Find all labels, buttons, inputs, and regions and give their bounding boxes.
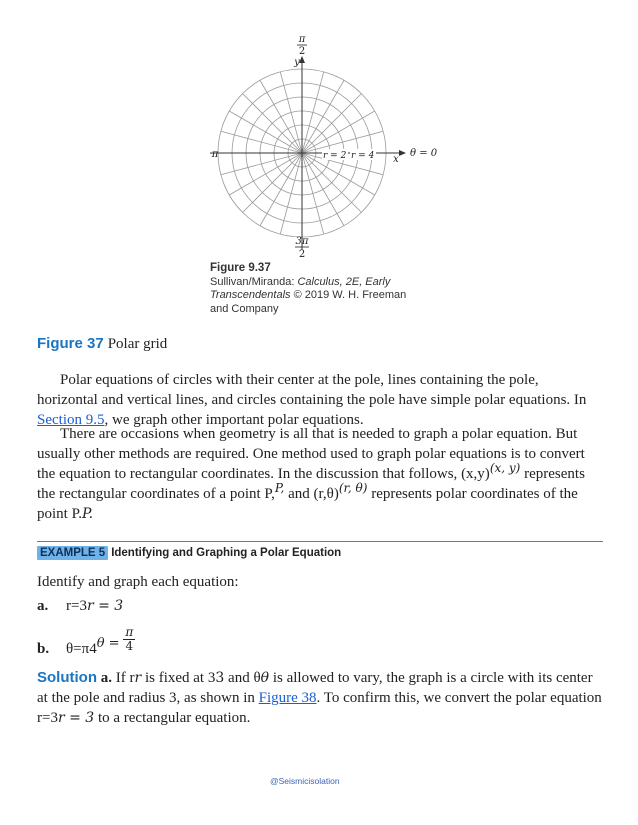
credit-line-1-pre: Sullivan/Miranda: (210, 275, 298, 288)
fraction-numerator: π (125, 625, 134, 639)
credit-line-1-title: Calculus, 2E, Early (297, 275, 391, 288)
theta-plain: θ (253, 670, 261, 686)
label-3pi-over-2-num: 3π (295, 236, 309, 247)
rtheta-plain: (r,θ) (313, 486, 339, 502)
p1-plain: P, (264, 486, 275, 502)
label-pi-over-2-den: 2 (298, 46, 306, 57)
rtheta-math: (r, θ) (338, 481, 368, 495)
example-title: Identifying and Graphing a Polar Equation (111, 547, 342, 559)
theta-math: θ (260, 670, 270, 686)
label-pi-over-2-num: π (298, 34, 306, 45)
paragraph-1-text-b: , we graph other important polar equations. (104, 412, 364, 428)
example-divider (37, 541, 603, 542)
figure-caption-text: Polar grid (107, 336, 168, 352)
item-b-math-lhs: θ = (96, 635, 120, 651)
solution-part: a. (100, 670, 112, 686)
credit-line-2-rest: © 2019 W. H. Freeman (290, 289, 407, 301)
solution-text-d: is allowed to vary, the graph is a circle with its center at the pole and radius 3, as shown in (37, 670, 593, 706)
grid-ray (260, 80, 302, 153)
solution-text-e: . To confirm this, we convert the polar equation (316, 690, 602, 706)
figure-credit (210, 262, 410, 316)
grid-ray (302, 153, 361, 212)
grid-ray (229, 111, 302, 153)
watermark: @Seismicisolation (270, 776, 340, 786)
x-axis-arrow (399, 150, 406, 156)
credit-line-2-title: Transcendentals (210, 289, 291, 301)
eq-math: r = 3 (57, 710, 95, 726)
item-a-math: r = 3 (86, 598, 124, 614)
grid-ray (229, 153, 302, 195)
paragraph-1 (37, 370, 603, 430)
grid-ray (243, 94, 302, 153)
xy-math: (x, y) (489, 461, 521, 475)
solution-text-b: is fixed at (141, 670, 208, 686)
figure-caption-label: Figure 37 (37, 335, 104, 352)
p2-plain: P. (71, 506, 83, 522)
paragraph-1-text-a: Polar equations of circles with their center at the pole, lines containing the pole, horizontal and vertical lines, and circles containing the pole have simple polar equations. In (37, 372, 587, 408)
grid-ray (302, 94, 361, 153)
item-a-plain: r=3 (66, 598, 87, 614)
solution-paragraph (37, 668, 603, 728)
figure-number: Figure 9.37 (210, 262, 271, 274)
three-plain: 3 (207, 670, 216, 686)
paragraph-2 (37, 424, 603, 524)
example-header (37, 547, 341, 559)
grid-ray (302, 80, 344, 153)
item-b (37, 625, 135, 663)
label-y-axis: y (294, 57, 300, 68)
solution-label: Solution (37, 669, 97, 686)
figure-caption (37, 335, 167, 353)
label-theta-zero: θ = 0 (410, 148, 438, 159)
grid-ray (302, 111, 375, 153)
solution-text-c: and (224, 670, 254, 686)
example-intro: Identify and graph each equation: (37, 574, 239, 590)
fraction-denominator: 4 (125, 639, 134, 653)
polar-grid-graphic (200, 28, 440, 268)
credit-line-3: and Company (210, 302, 279, 315)
grid-ray (260, 153, 302, 226)
label-pi: π (211, 149, 219, 160)
item-b-plain: θ=π4 (66, 640, 97, 657)
label-r-4: r = 4 (351, 151, 375, 161)
item-b-fraction (123, 626, 135, 653)
solution-text-a: If (112, 670, 130, 686)
paragraph-2-text-b: represents the rectangular coordinates of a point (37, 466, 585, 502)
item-a (37, 598, 123, 615)
r-plain: r (129, 670, 135, 686)
label-r-2: r = 2 (323, 151, 347, 161)
eq-plain: r=3 (37, 710, 58, 726)
r-math: r (134, 670, 142, 686)
item-b-letter: b. (37, 640, 50, 657)
item-a-letter: a. (37, 598, 49, 614)
three-math: 3 (215, 670, 225, 686)
p2-math: P. (82, 506, 94, 522)
p1-math: P, (274, 481, 285, 495)
xy-plain: (x,y) (461, 466, 490, 482)
paragraph-2-text-d: represents polar coordinates of the point (37, 486, 578, 522)
label-3pi-over-2-den: 2 (298, 249, 306, 260)
example-tag: EXAMPLE 5 (37, 546, 108, 560)
y-axis-arrow (299, 56, 305, 63)
paragraph-2-text-c: and (284, 486, 314, 502)
section-9-5-link[interactable]: Section 9.5 (37, 412, 105, 428)
grid-ray (243, 153, 302, 212)
paragraph-2-text-a: There are occasions when geometry is all that is needed to graph a polar equation. But usually other methods are required. One method used to graph polar equations is to convert the equation to rectangular coordinates. In the discussion that follows, (37, 426, 585, 482)
figure-38-link[interactable]: Figure 38 (258, 690, 317, 706)
solution-text-f: to a rectangular equation. (94, 710, 251, 726)
grid-ray (302, 153, 344, 226)
label-x-axis: x (393, 154, 399, 165)
